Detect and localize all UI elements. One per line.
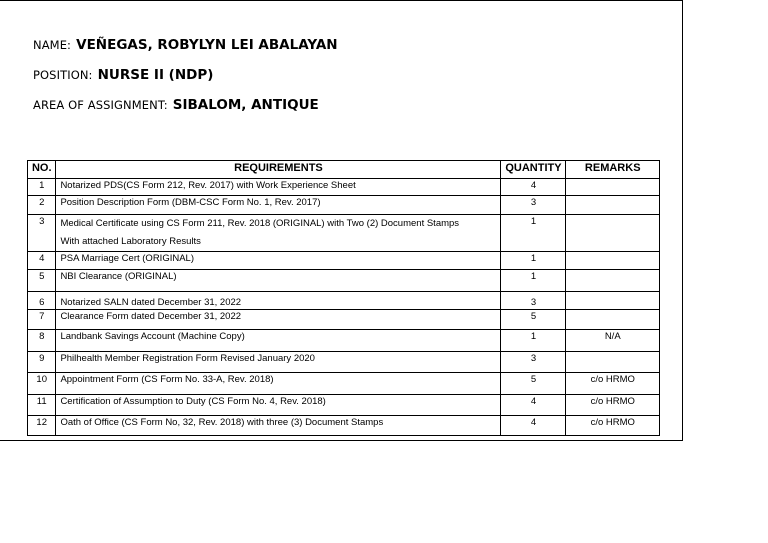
row-remarks — [566, 179, 660, 196]
row-quantity: 4 — [501, 416, 566, 436]
row-no: 4 — [28, 252, 56, 270]
row-requirement: Philhealth Member Registration Form Revised January 2020 — [56, 352, 501, 373]
row-requirement-line2: With attached Laboratory Results — [60, 236, 201, 247]
row-quantity: 1 — [501, 270, 566, 292]
requirements-table — [27, 160, 660, 436]
row-requirement: Clearance Form dated December 31, 2022 — [56, 310, 501, 330]
table-row — [28, 352, 660, 373]
row-quantity: 5 — [501, 373, 566, 395]
row-requirement: NBI Clearance (ORIGINAL) — [56, 270, 501, 292]
row-remarks — [566, 310, 660, 330]
row-no: 11 — [28, 395, 56, 416]
header-no: NO. — [28, 161, 56, 179]
name-line — [33, 34, 338, 53]
table-row — [28, 270, 660, 292]
row-quantity: 4 — [501, 179, 566, 196]
row-remarks — [566, 215, 660, 252]
row-requirement: Certification of Assumption to Duty (CS Form No. 4, Rev. 2018) — [56, 395, 501, 416]
header-quantity: QUANTITY — [501, 161, 566, 179]
row-remarks — [566, 252, 660, 270]
area-value: SIBALOM, ANTIQUE — [172, 97, 319, 113]
row-no: 9 — [28, 352, 56, 373]
header-remarks: REMARKS — [566, 161, 660, 179]
row-requirement: Notarized SALN dated December 31, 2022 — [56, 292, 501, 310]
area-line — [33, 94, 319, 113]
row-quantity: 4 — [501, 395, 566, 416]
name-value: VEÑEGAS, ROBYLYN LEI ABALAYAN — [76, 37, 338, 53]
row-remarks: c/o HRMO — [566, 395, 660, 416]
position-label: POSITION: — [33, 68, 93, 82]
row-remarks — [566, 352, 660, 373]
row-quantity: 5 — [501, 310, 566, 330]
row-remarks — [566, 270, 660, 292]
row-no: 10 — [28, 373, 56, 395]
row-quantity: 1 — [501, 215, 566, 252]
name-label: NAME: — [33, 38, 72, 52]
row-requirement-line1: Medical Certificate using CS Form 211, Rev. 2018 (ORIGINAL) with Two (2) Document Stamps — [60, 218, 460, 229]
row-no: 5 — [28, 270, 56, 292]
table-row — [28, 395, 660, 416]
row-requirement — [56, 215, 501, 252]
position-line — [33, 64, 213, 83]
table-row — [28, 416, 660, 436]
table-row — [28, 215, 660, 252]
row-no: 6 — [28, 292, 56, 310]
row-remarks: c/o HRMO — [566, 416, 660, 436]
row-quantity: 3 — [501, 352, 566, 373]
row-quantity: 1 — [501, 252, 566, 270]
table-row — [28, 373, 660, 395]
row-remarks: c/o HRMO — [566, 373, 660, 395]
row-quantity: 1 — [501, 330, 566, 352]
row-requirement: Oath of Office (CS Form No, 32, Rev. 2018) with three (3) Document Stamps — [56, 416, 501, 436]
row-quantity: 3 — [501, 292, 566, 310]
row-no: 1 — [28, 179, 56, 196]
row-no: 7 — [28, 310, 56, 330]
row-requirement: Appointment Form (CS Form No. 33-A, Rev. 2018) — [56, 373, 501, 395]
table-row — [28, 252, 660, 270]
table-row — [28, 196, 660, 215]
row-remarks — [566, 292, 660, 310]
row-no: 2 — [28, 196, 56, 215]
table-row — [28, 179, 660, 196]
row-requirement: Landbank Savings Account (Machine Copy) — [56, 330, 501, 352]
row-no: 12 — [28, 416, 56, 436]
table-row — [28, 310, 660, 330]
row-no: 3 — [28, 215, 56, 252]
header-requirements: REQUIREMENTS — [56, 161, 501, 179]
row-no: 8 — [28, 330, 56, 352]
table-row — [28, 330, 660, 352]
row-requirement: Position Description Form (DBM-CSC Form No. 1, Rev. 2017) — [56, 196, 501, 215]
table-row — [28, 292, 660, 310]
row-requirement: PSA Marriage Cert (ORIGINAL) — [56, 252, 501, 270]
area-label: AREA OF ASSIGNMENT: — [33, 98, 168, 112]
row-remarks: N/A — [566, 330, 660, 352]
row-requirement: Notarized PDS(CS Form 212, Rev. 2017) with Work Experience Sheet — [56, 179, 501, 196]
row-remarks — [566, 196, 660, 215]
row-quantity: 3 — [501, 196, 566, 215]
table-header-row — [28, 161, 660, 179]
position-value: NURSE II (NDP) — [97, 67, 214, 83]
